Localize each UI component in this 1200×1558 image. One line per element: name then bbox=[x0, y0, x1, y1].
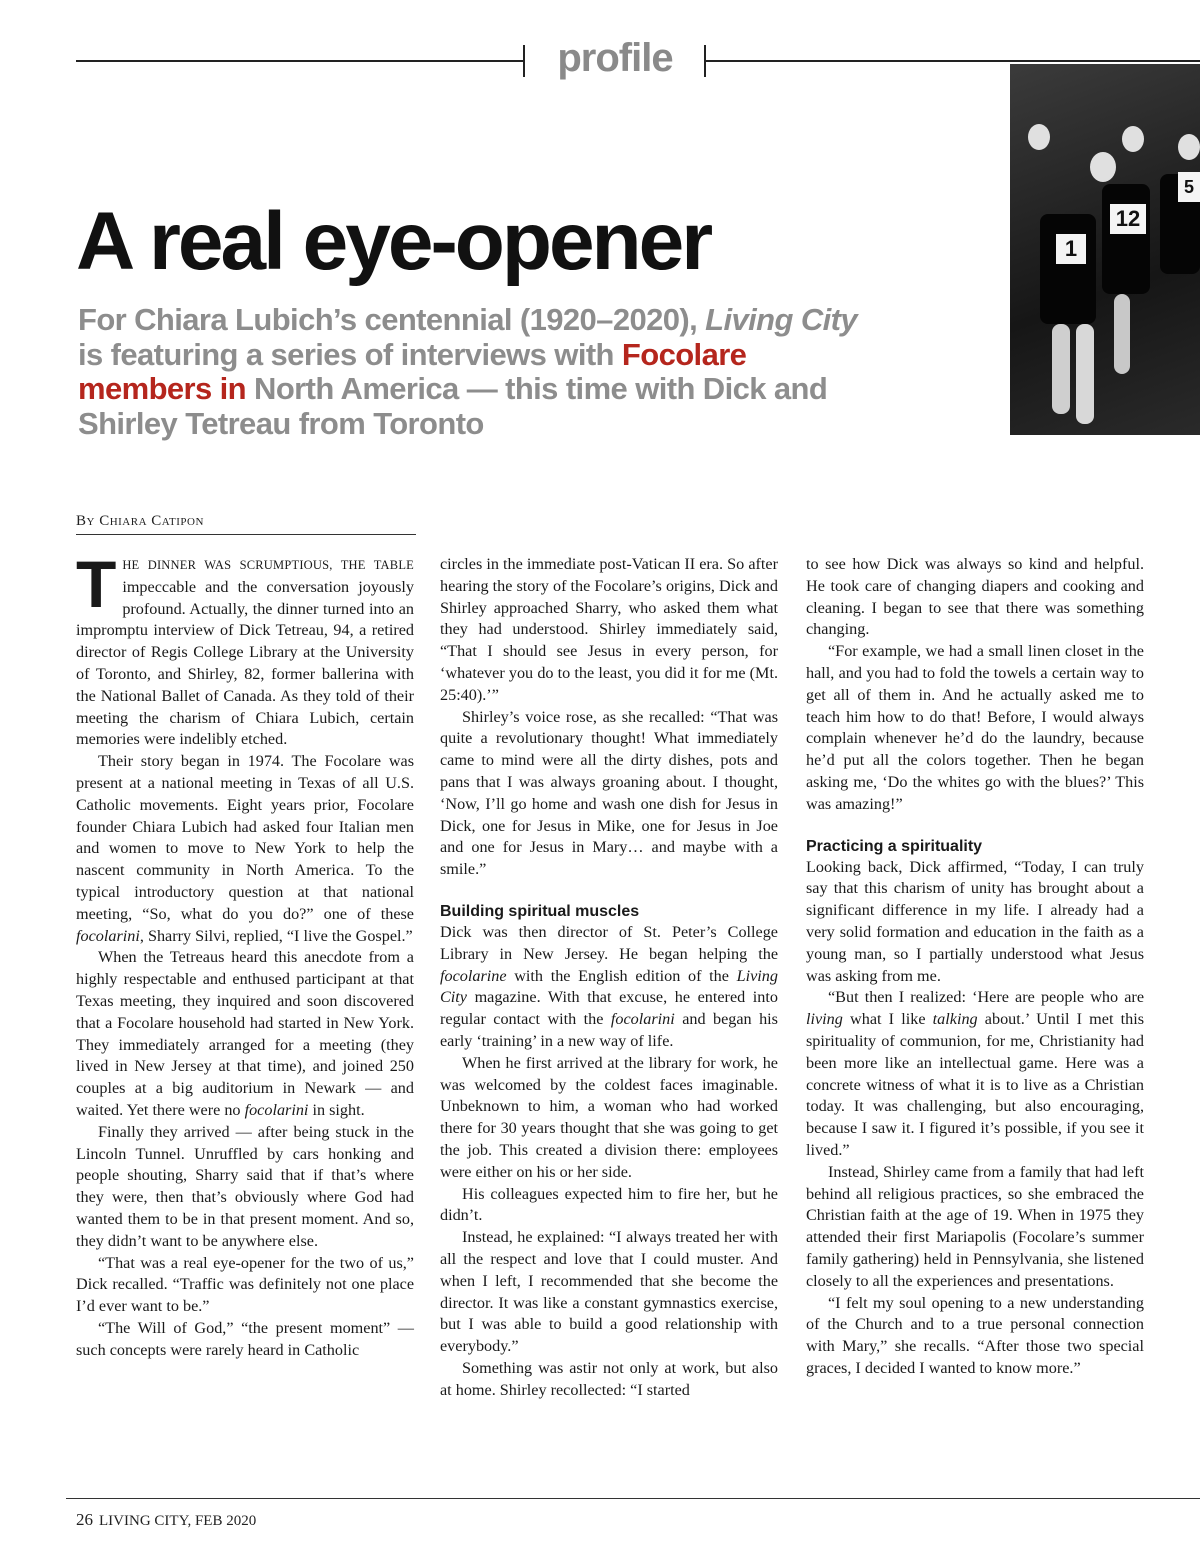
article-paragraph: His colleagues expected him to fire her, but he didn’t. bbox=[440, 1184, 778, 1225]
leotard bbox=[1040, 214, 1096, 324]
paragraph-text: in sight. bbox=[308, 1100, 365, 1119]
article-paragraph: Looking back, Dick affirmed, “Today, I can truly say that this charism of unity has brought about a significant difference in my life. I already had a very solid formation and education in the faith as a young man, so I partially understood what Jesus was asking from me. bbox=[806, 857, 1144, 985]
page-number: 26 bbox=[76, 1510, 93, 1529]
bib-number: 12 bbox=[1110, 204, 1146, 234]
paragraph-text: magazine. With that excuse, he entered into regular contact with the bbox=[440, 988, 778, 1029]
subheading: Practicing a spirituality bbox=[806, 837, 983, 855]
dancer-head bbox=[1028, 124, 1050, 150]
italic-term: focolarine bbox=[440, 966, 507, 985]
paragraph-text: , Sharry Silvi, replied, “I live the Gospel.” bbox=[139, 926, 413, 945]
article-paragraph: “I felt my soul opening to a new understanding of the Church and to a true personal connection with Mary,” she recalls. “After those two special graces, I decided I wanted to know more.” bbox=[806, 1293, 1144, 1377]
bib-number: 5 bbox=[1178, 172, 1200, 202]
article-paragraph: “For example, we had a small linen closet in the hall, and you had to fold the towels a certain way to get all of them in. And he actually asked me to teach him how to do that! Before, I would always complain whenever he’d do the laundry, because he’d put all the colors together. Then he began asking me, ‘Do the whites go with the blues?’ This was amazing!” bbox=[806, 642, 1144, 813]
paragraph-text: When the Tetreaus heard this anecdote from a highly respectable and enthused participant at that Texas meeting, they inquired and soon discovered that a Focolare household had started in New York. They immediately arranged for a meeting (they lived in New Jersey at that time), and joined 250 couples at a big auditorium in Newark — and waited. Yet there were no bbox=[76, 948, 414, 1119]
publication-line: LIVING CITY, FEB 2020 bbox=[99, 1513, 257, 1529]
dek-highlight: Focolare members in bbox=[78, 336, 747, 406]
folio bbox=[76, 1510, 256, 1530]
article-column-1 bbox=[76, 547, 414, 1361]
ballet-dancers-photo bbox=[1010, 64, 1200, 435]
article-paragraph: Finally they arrived — after being stuck in the Lincoln Tunnel. Unruffled by cars honking and people shouting, Sharry said that if that’s where they were, then that’s obviously where God had wanted them to be in that present moment. And so, they didn’t want to be anywhere else. bbox=[76, 1122, 414, 1250]
paragraph-text: what I like bbox=[842, 1010, 933, 1029]
header-rule-left bbox=[76, 60, 524, 62]
paragraph-text: Dick was then director of St. Peter’s College Library in New Jersey. He began helping the bbox=[440, 922, 778, 963]
article-column-2 bbox=[440, 554, 778, 1401]
italic-term: focolarini bbox=[76, 926, 140, 945]
article-paragraph: Instead, he explained: “I always treated her with all the respect and love that I could muster. And when I left, I recommended that she become the director. It was like a constant gymnastics exercise, but I was able to build a good relationship with everybody.” bbox=[440, 1228, 778, 1356]
header-rule-right bbox=[706, 60, 1200, 62]
dek-text: For Chiara Lubich’s centennial (1920–2020), bbox=[78, 302, 706, 337]
footer-rule bbox=[66, 1498, 1200, 1499]
italic-term: Living City bbox=[440, 966, 778, 1007]
italic-term: focolarini bbox=[244, 1100, 309, 1119]
dancer-head bbox=[1090, 152, 1116, 182]
article-paragraph bbox=[806, 987, 1144, 1161]
dancer-head bbox=[1178, 134, 1200, 160]
drop-cap: T bbox=[76, 547, 117, 621]
article-paragraph: Something was astir not only at work, but also at home. Shirley recollected: “I started bbox=[440, 1358, 778, 1399]
bib-number: 1 bbox=[1056, 234, 1086, 264]
subheading: Building spiritual muscles bbox=[440, 902, 640, 920]
dancer-head bbox=[1122, 126, 1144, 152]
byline: By Chiara Catipon bbox=[76, 513, 416, 535]
paragraph-text: about.’ Until I met this spirituality of communion, for me, Christianity had been more like an intellectual game. Here was a concrete witness of what it is to live as a Christian today. It was challenging, but also encouraging, because I saw it. I figured it’s possible, if you see it lived.” bbox=[806, 1010, 1144, 1159]
headline: A real eye-opener bbox=[76, 196, 711, 287]
lead-in-caps: HE DINNER WAS SCRUMPTIOUS, THE TABLE bbox=[122, 558, 414, 572]
italic-term: focolarini bbox=[610, 1010, 675, 1029]
article-paragraph bbox=[76, 547, 414, 751]
dek bbox=[78, 303, 858, 441]
dek-italic: Living City bbox=[705, 302, 857, 337]
dek-text: is featuring a series of interviews with bbox=[78, 336, 622, 372]
italic-term: talking bbox=[932, 1010, 978, 1029]
leotard bbox=[1102, 184, 1150, 294]
paragraph-text: “But then I realized: ‘Here are people who are bbox=[828, 988, 1144, 1007]
article-paragraph: Shirley’s voice rose, as she recalled: “That was quite a revolutionary thought! What immediately came to mind were all the dirty dishes, pots and pans that I was always groaning about. I thought, ‘Now, I’ll go home and wash one dish for Jesus in Dick, one for Jesus in Mike, one for Jesus in Joe and one for Jesus in Mary… and maybe with a smile.” bbox=[440, 707, 778, 879]
paragraph-text: Their story began in 1974. The Focolare was present at a national meeting in Texas of all U.S. Catholic movements. Eight years prior, Focolare founder Chiara Lubich had asked four Italian men and women to move to New York to help the nascent community in North America. To the typical introductory question at that national meeting, “So, what do you do?” one of these bbox=[76, 752, 414, 923]
paragraph-text: and began his early ‘training’ in a new way of life. bbox=[440, 1010, 778, 1050]
paragraph-text: impeccable and the conversation joyously profound. Actually, the dinner turned into an impromptu interview of Dick Tetreau, 94, a retired director of Regis College Library at the University of Toronto, and Shirley, 82, former ballerina with the National Ballet of Canada. As they told of their meeting the charism of Chiara Lubich, certain memories were indelibly etched. bbox=[76, 577, 414, 749]
dek-text: North America — this time with Dick and Shirley Tetreau from Toronto bbox=[78, 371, 828, 441]
dancer-leg bbox=[1076, 324, 1094, 424]
dancer-leg bbox=[1052, 324, 1070, 414]
article-paragraph: “That was a real eye-opener for the two of us,” Dick recalled. “Traffic was definitely not one place I’d ever want to be.” bbox=[76, 1253, 414, 1316]
section-label: profile bbox=[557, 36, 673, 80]
article-column-3 bbox=[806, 554, 1144, 1380]
article-paragraph bbox=[76, 751, 414, 947]
article-paragraph: Instead, Shirley came from a family that had left behind all religious practices, so she embraced the Christian faith at the age of 19. When in 1975 they attended their first Mariapolis (Focolare’s summer family gathering) held in Pennsylvania, she listened closely to all the experiences and presentations. bbox=[806, 1162, 1144, 1290]
paragraph-text: with the English edition of the bbox=[506, 966, 737, 985]
article-paragraph: “The Will of God,” “the present moment” — such concepts were rarely heard in Catholic bbox=[76, 1318, 414, 1359]
article-paragraph: circles in the immediate post-Vatican II era. So after hearing the story of the Focolare’s origins, Dick and Shirley approached Sharry, who asked them what they had understood. Shirley immediately said, “That I should see Jesus in every person, for ‘whatever you do to the least, you did it for me (Mt. 25:40).’” bbox=[440, 555, 778, 704]
header-rule-tick-left bbox=[523, 45, 525, 77]
italic-term: living bbox=[806, 1010, 843, 1029]
dancer-leg bbox=[1114, 294, 1130, 374]
article-paragraph: When he first arrived at the library for work, he was welcomed by the coldest faces imaginable. Unbeknown to him, a woman who had worked there for 30 years thought that she was going to get the job. This created a division there: employees were either on his or her side. bbox=[440, 1053, 778, 1181]
article-paragraph bbox=[440, 922, 778, 1053]
article-paragraph: to see how Dick was always so kind and helpful. He took care of changing diapers and cooking and cleaning. I began to see that there was something changing. bbox=[806, 555, 1144, 639]
article-paragraph bbox=[76, 947, 414, 1121]
